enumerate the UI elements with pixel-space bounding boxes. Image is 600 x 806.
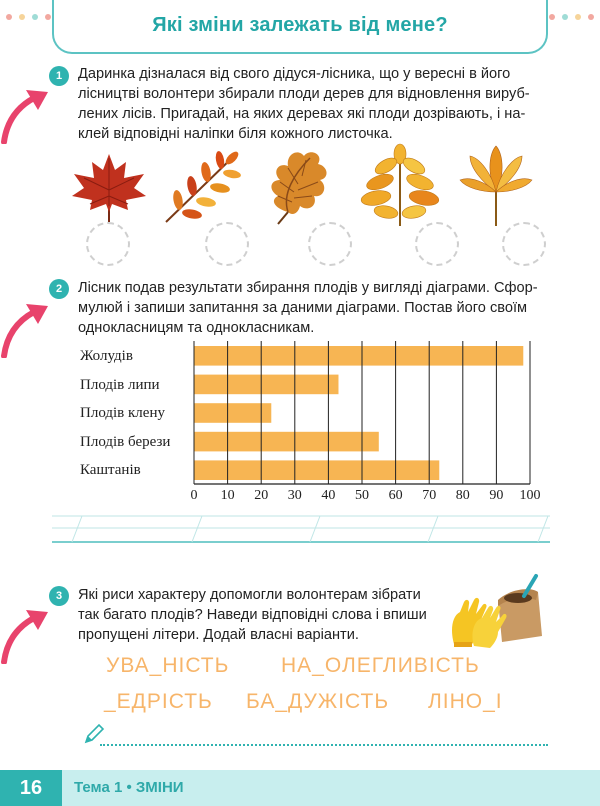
chart-tick-label: 30 [287,488,302,503]
task-number-1: 1 [49,66,69,86]
chart-tick-label: 60 [388,488,403,503]
chart-category-label: Жолудів [80,348,133,364]
task1-line-1: Даринка дізналася від свого дідуся-лісника, що у вересні в його [78,66,511,82]
chart-category-label: Плодів клену [80,405,165,421]
chart-bar [194,460,439,480]
task3-line-1: Які риси характеру допомогли волонтерам зібрати [78,587,421,603]
chart-tick-label: 0 [190,488,198,503]
footer-topic: Тема 1 • ЗМІНИ [74,779,184,796]
task2-line-1: Лісник подав результати збирання плодів у вигляді діаграми. Сфор- [78,280,538,296]
task-number-3: 3 [49,586,69,606]
chart-tick-label: 50 [355,488,369,503]
task1-line-4: клей відповідні наліпки біля кожного листочка. [78,126,393,142]
task2-line-2: мулюй і запиши запитання за даними діаграми. Постав його своїм [78,300,528,316]
dotted-word: _ЕДРІСТЬ [104,690,213,713]
task3-line-2: так багато плодів? Наведи відповідні слова і впиши [78,607,427,623]
chart-bar [194,346,523,366]
gloves-and-seed-bag-icon [448,572,548,648]
task3-line-3: пропущені літери. Додай власні варіанти. [78,627,359,643]
chart-bar [194,432,379,452]
pencil-icon [82,722,106,746]
writing-lines [52,510,550,546]
arrow-icon [0,606,52,664]
chart-category-label: Каштанів [80,462,141,478]
chart-tick-label: 100 [519,488,541,503]
task-number-2: 2 [49,279,69,299]
chart-tick-label: 90 [489,488,504,503]
chart-tick-label: 40 [321,488,336,503]
chart-category-label: Плодів берези [80,434,171,450]
chart-bar [194,375,338,395]
chart-category-label: Плодів липи [80,377,160,393]
chart-tick-label: 70 [422,488,437,503]
dotted-word: БА_ДУЖІСТЬ [246,690,390,713]
chart-tick-label: 20 [254,488,269,503]
dotted-word: НА_ОЛЕГЛИВІСТЬ [281,654,480,677]
chart-tick-label: 10 [220,488,235,503]
dotted-word: ЛІНО_І [428,690,503,713]
answer-line[interactable] [100,744,548,746]
task1-line-3: лених лісів. Пригадай, на яких деревах які плоди дозрівають, і на- [78,106,526,122]
chart-tick-label: 80 [455,488,470,503]
task1-line-2: лісництві волонтери збирали плоди дерев для відновлення вируб- [78,86,530,102]
task3-text [78,585,458,645]
task2-line-3: однокласницям та однокласникам. [78,320,315,336]
page-title: Які зміни залежать від мене? [152,13,448,36]
dotted-word: УВА_НІСТЬ [106,654,230,677]
chart-bar [194,403,271,423]
page-number: 16 [0,770,62,806]
